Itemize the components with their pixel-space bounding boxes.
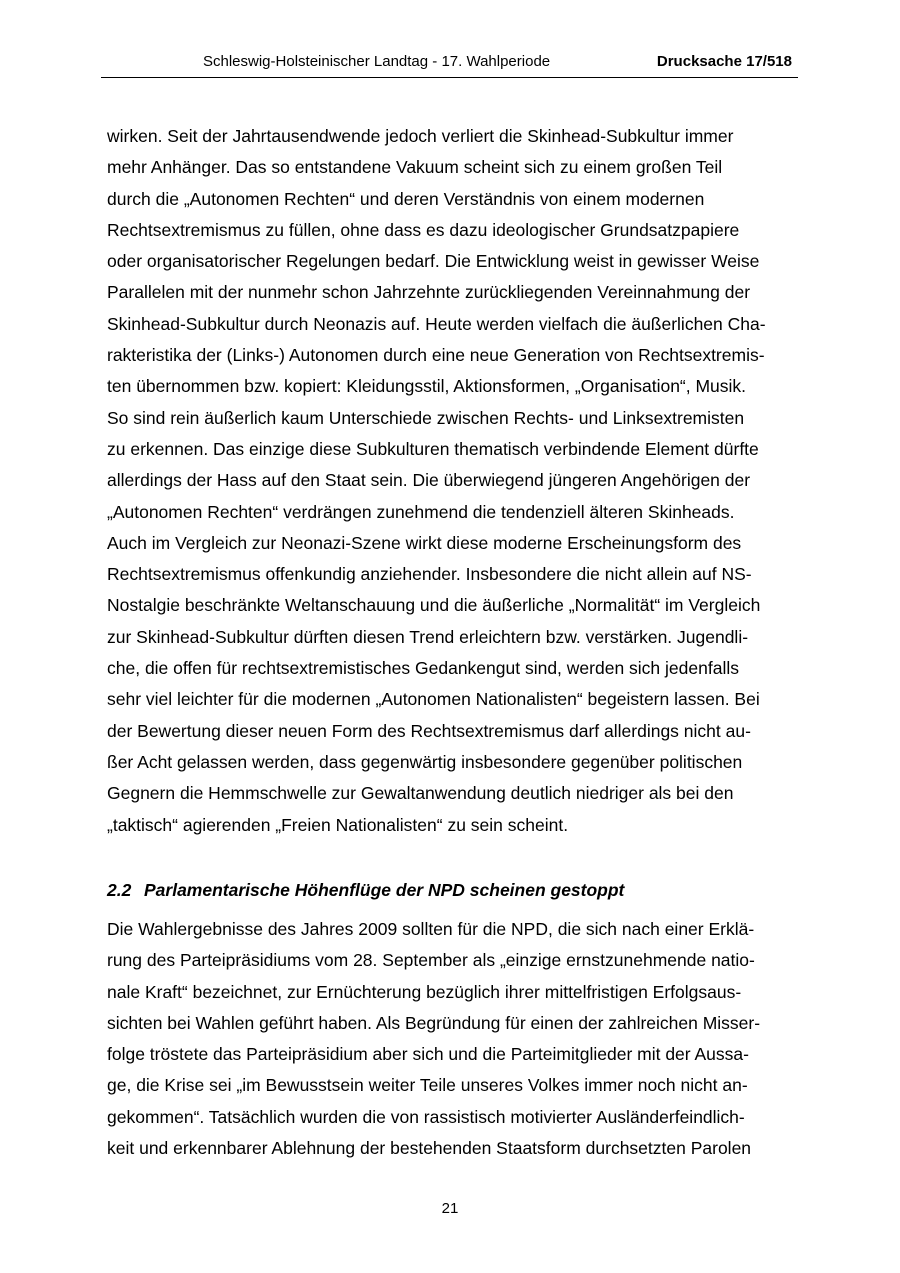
header-title: Schleswig-Holsteinischer Landtag - 17. Wahlperiode — [203, 53, 551, 70]
text-line: sichten bei Wahlen geführt haben. Als Begründung für einen der zahlreichen Misser- — [107, 1012, 761, 1033]
page-number: 21 — [441, 1200, 459, 1217]
text-line: Parallelen mit der nunmehr schon Jahrzehnte zurückliegenden Vereinnahmung der — [107, 282, 751, 303]
text-line: der Bewertung dieser neuen Form des Rechtsextremismus darf allerdings nicht au- — [107, 720, 751, 741]
text-line: nale Kraft“ bezeichnet, zur Ernüchterung bezüglich ihrer mittelfristigen Erfolgsaus- — [107, 981, 742, 1002]
text-line: oder organisatorischer Regelungen bedarf. Die Entwicklung weist in gewisser Weise — [107, 251, 760, 272]
section-number: 2.2 — [107, 880, 132, 900]
text-line: allerdings der Hass auf den Staat sein. Die überwiegend jüngeren Angehörigen der — [107, 470, 751, 491]
text-line: gekommen“. Tatsächlich wurden die von rassistisch motivierter Ausländerfeindlich- — [107, 1106, 745, 1127]
text-line: zu erkennen. Das einzige diese Subkulturen thematisch verbindende Element dürfte — [107, 438, 759, 459]
text-line: ßer Acht gelassen werden, dass gegenwärtig insbesondere gegenüber politischen — [107, 751, 743, 772]
text-line: zur Skinhead-Subkultur dürften diesen Trend erleichtern bzw. verstärken. Jugendli- — [107, 626, 749, 647]
text-line: „taktisch“ agierenden „Freien Nationalisten“ zu sein scheint. — [107, 814, 569, 835]
text-line: keit und erkennbarer Ablehnung der bestehenden Staatsform durchsetzten Parolen — [107, 1138, 752, 1159]
text-line: Rechtsextremismus offenkundig anziehender. Insbesondere die nicht allein auf NS- — [107, 564, 752, 585]
text-line: So sind rein äußerlich kaum Unterschiede zwischen Rechts- und Linksextremisten — [107, 407, 745, 428]
text-line: mehr Anhänger. Das so entstandene Vakuum scheint sich zu einem großen Teil — [107, 157, 723, 178]
text-line: Auch im Vergleich zur Neonazi-Szene wirkt diese moderne Erscheinungsform des — [107, 532, 742, 553]
page-header — [101, 52, 798, 78]
paragraph-2 — [107, 914, 797, 1164]
text-line: che, die offen für rechtsextremistisches Gedankengut sind, werden sich jedenfalls — [107, 658, 739, 679]
text-line: Skinhead-Subkultur durch Neonazis auf. Heute werden vielfach die äußerlichen Cha- — [107, 313, 766, 334]
text-line: durch die „Autonomen Rechten“ und deren Verständnis von einem modernen — [107, 188, 705, 209]
text-line: ten übernommen bzw. kopiert: Kleidungsstil, Aktionsformen, „Organisation“, Musik. — [107, 376, 747, 397]
text-line: „Autonomen Rechten“ verdrängen zunehmend die tendenziell älteren Skinheads. — [107, 501, 735, 522]
text-line: Nostalgie beschränkte Weltanschauung und die äußerliche „Normalität“ im Vergleich — [107, 595, 761, 616]
text-line: wirken. Seit der Jahrtausendwende jedoch verliert die Skinhead-Subkultur immer — [107, 126, 734, 146]
document-number: Drucksache 17/518 — [656, 53, 792, 70]
text-line: folge tröstete das Parteipräsidium aber sich und die Parteimitglieder mit der Aussa- — [107, 1044, 749, 1065]
section-title: Parlamentarische Höhenflüge der NPD scheinen gestoppt — [144, 880, 625, 900]
text-line: Gegnern die Hemmschwelle zur Gewaltanwendung deutlich niedriger als bei den — [107, 783, 734, 804]
text-line: Rechtsextremismus zu füllen, ohne dass es dazu ideologischer Grundsatzpapiere — [107, 219, 740, 240]
section-heading — [107, 877, 624, 903]
text-line: rakteristika der (Links-) Autonomen durch eine neue Generation von Rechtsextremis- — [107, 345, 765, 366]
text-line: ge, die Krise sei „im Bewusstsein weiter Teile unseres Volkes immer noch nicht an- — [107, 1075, 748, 1096]
paragraph-1 — [107, 121, 797, 841]
text-line: rung des Parteipräsidiums vom 28. September als „einzige ernstzunehmende natio- — [107, 950, 755, 971]
text-line: sehr viel leichter für die modernen „Autonomen Nationalisten“ begeistern lassen. Bei — [107, 689, 760, 710]
text-line: Die Wahlergebnisse des Jahres 2009 sollten für die NPD, die sich nach einer Erklä- — [107, 919, 755, 939]
